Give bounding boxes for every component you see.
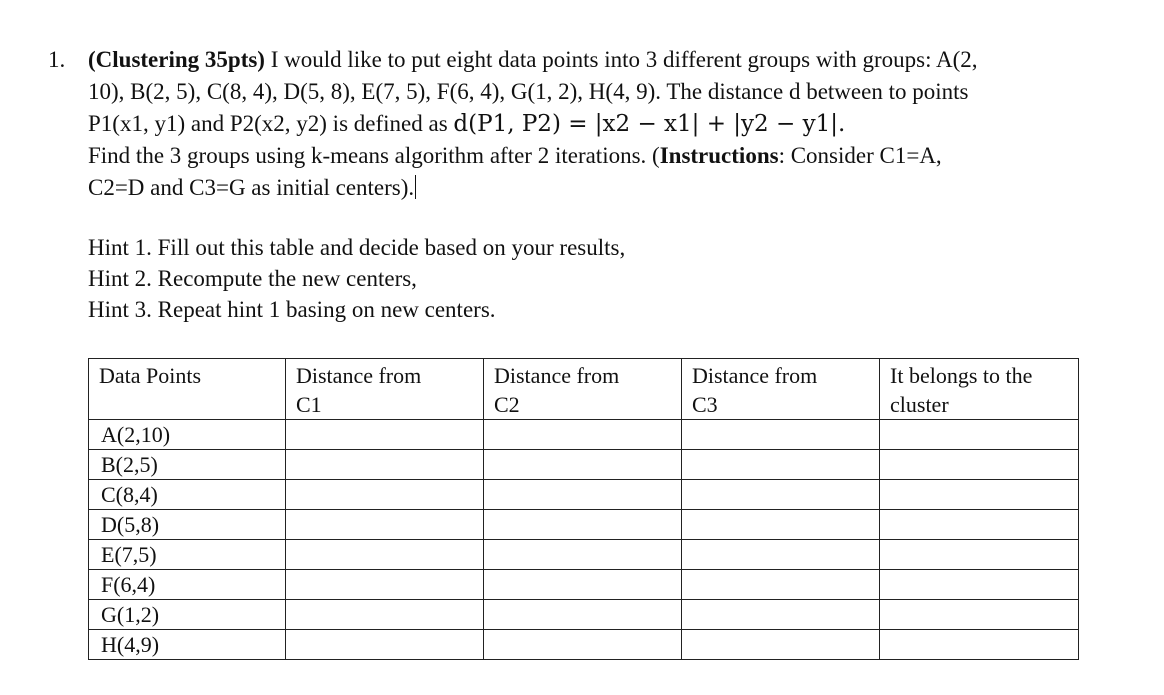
header-distance-c3: Distance from C3 bbox=[682, 359, 880, 420]
distance-c2-cell[interactable] bbox=[484, 630, 682, 660]
table-row bbox=[89, 630, 1079, 660]
point-label: F(6,4) bbox=[89, 570, 286, 600]
distance-c2-cell[interactable] bbox=[484, 540, 682, 570]
header-distance-c2: Distance from C2 bbox=[484, 359, 682, 420]
header-distance-c1: Distance from C1 bbox=[286, 359, 484, 420]
question-line-3 bbox=[88, 108, 1088, 140]
cluster-cell[interactable] bbox=[880, 480, 1079, 510]
question-line-1-text: I would like to put eight data points into 3 different groups with groups: A(2, bbox=[264, 47, 978, 72]
table-row bbox=[89, 570, 1079, 600]
table-row bbox=[89, 420, 1079, 450]
table-row bbox=[89, 450, 1079, 480]
distance-c1-cell[interactable] bbox=[286, 510, 484, 540]
point-label: C(8,4) bbox=[89, 480, 286, 510]
hint-3: Hint 3. Repeat hint 1 basing on new centers. bbox=[88, 297, 496, 322]
distance-c2-cell[interactable] bbox=[484, 510, 682, 540]
text-cursor bbox=[415, 175, 416, 199]
hint-2: Hint 2. Recompute the new centers, bbox=[88, 266, 417, 291]
distance-table bbox=[88, 358, 1079, 660]
question-line-4 bbox=[88, 140, 1088, 172]
distance-c3-cell[interactable] bbox=[682, 510, 880, 540]
hint-1: Hint 1. Fill out this table and decide based on your results, bbox=[88, 235, 626, 260]
table-row bbox=[89, 480, 1079, 510]
distance-c3-cell[interactable] bbox=[682, 600, 880, 630]
distance-c2-cell[interactable] bbox=[484, 570, 682, 600]
cluster-cell[interactable] bbox=[880, 540, 1079, 570]
distance-c3-cell[interactable] bbox=[682, 540, 880, 570]
distance-c1-cell[interactable] bbox=[286, 450, 484, 480]
table-row bbox=[89, 540, 1079, 570]
distance-c3-cell[interactable] bbox=[682, 480, 880, 510]
table-header-row bbox=[89, 359, 1079, 420]
distance-c1-cell[interactable] bbox=[286, 420, 484, 450]
distance-c1-cell[interactable] bbox=[286, 600, 484, 630]
cluster-cell[interactable] bbox=[880, 600, 1079, 630]
question-line-2: 10), B(2, 5), C(8, 4), D(5, 8), E(7, 5), F(6, 4), G(1, 2), H(4, 9). The distance d between to points bbox=[88, 79, 969, 104]
header-cluster: It belongs to the cluster bbox=[880, 359, 1079, 420]
point-label: G(1,2) bbox=[89, 600, 286, 630]
distance-c2-cell[interactable] bbox=[484, 450, 682, 480]
cluster-cell[interactable] bbox=[880, 510, 1079, 540]
distance-c1-cell[interactable] bbox=[286, 540, 484, 570]
distance-c1-cell[interactable] bbox=[286, 480, 484, 510]
point-label: B(2,5) bbox=[89, 450, 286, 480]
distance-c3-cell[interactable] bbox=[682, 630, 880, 660]
question-title: (Clustering 35pts) bbox=[88, 47, 265, 72]
point-label: H(4,9) bbox=[89, 630, 286, 660]
distance-c2-cell[interactable] bbox=[484, 600, 682, 630]
table-row bbox=[89, 510, 1079, 540]
distance-formula: d(P1, P2) = |x2 − x1| + |y2 − y1|. bbox=[453, 111, 846, 137]
distance-c3-cell[interactable] bbox=[682, 420, 880, 450]
question-number: 1. bbox=[48, 47, 66, 72]
question-line-1 bbox=[88, 44, 1088, 76]
point-label: D(5,8) bbox=[89, 510, 286, 540]
question-line-3-text: P1(x1, y1) and P2(x2, y2) is defined as bbox=[88, 111, 454, 136]
distance-c1-cell[interactable] bbox=[286, 630, 484, 660]
question-line-4-post: : Consider C1=A, bbox=[778, 143, 942, 168]
cluster-cell[interactable] bbox=[880, 570, 1079, 600]
point-label: A(2,10) bbox=[89, 420, 286, 450]
hints-block bbox=[88, 232, 625, 325]
point-label: E(7,5) bbox=[89, 540, 286, 570]
question-line-5-text: C2=D and C3=G as initial centers). bbox=[88, 175, 415, 200]
distance-c3-cell[interactable] bbox=[682, 450, 880, 480]
distance-c3-cell[interactable] bbox=[682, 570, 880, 600]
question-line-5[interactable] bbox=[88, 172, 1088, 204]
header-data-points: Data Points bbox=[89, 359, 286, 420]
distance-c2-cell[interactable] bbox=[484, 480, 682, 510]
instructions-label: Instructions bbox=[659, 143, 779, 168]
cluster-cell[interactable] bbox=[880, 420, 1079, 450]
cluster-cell[interactable] bbox=[880, 630, 1079, 660]
question-text bbox=[88, 44, 1088, 204]
question-line-4-text: Find the 3 groups using k-means algorithm after 2 iterations. ( bbox=[88, 143, 660, 168]
distance-c2-cell[interactable] bbox=[484, 420, 682, 450]
cluster-cell[interactable] bbox=[880, 450, 1079, 480]
distance-c1-cell[interactable] bbox=[286, 570, 484, 600]
table-row bbox=[89, 600, 1079, 630]
